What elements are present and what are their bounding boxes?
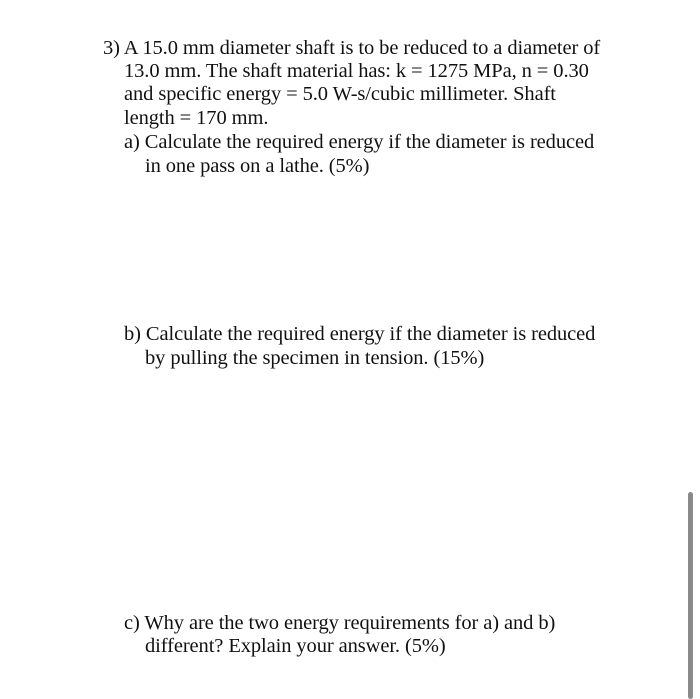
part-a-line-1: a) Calculate the required energy if the diameter is reduced (124, 131, 595, 153)
part-c-line-1: c) Why are the two energy requirements for a) and b) (124, 612, 556, 634)
part-b-line-1: b) Calculate the required energy if the diameter is reduced (124, 323, 596, 345)
question-intro-line-2: 13.0 mm. The shaft material has: k = 1275 MPa, n = 0.30 (124, 60, 589, 82)
part-b-line-2: by pulling the specimen in tension. (15%) (145, 347, 485, 369)
question-intro-line-1: 3) A 15.0 mm diameter shaft is to be reduced to a diameter of (103, 37, 601, 59)
question-intro-line-4: length = 170 mm. (124, 107, 269, 129)
vertical-scrollbar[interactable] (688, 492, 693, 699)
question-intro-line-3: and specific energy = 5.0 W-s/cubic millimeter. Shaft (124, 83, 556, 105)
part-c-line-2: different? Explain your answer. (5%) (145, 635, 446, 657)
part-a-line-2: in one pass on a lathe. (5%) (145, 155, 370, 177)
